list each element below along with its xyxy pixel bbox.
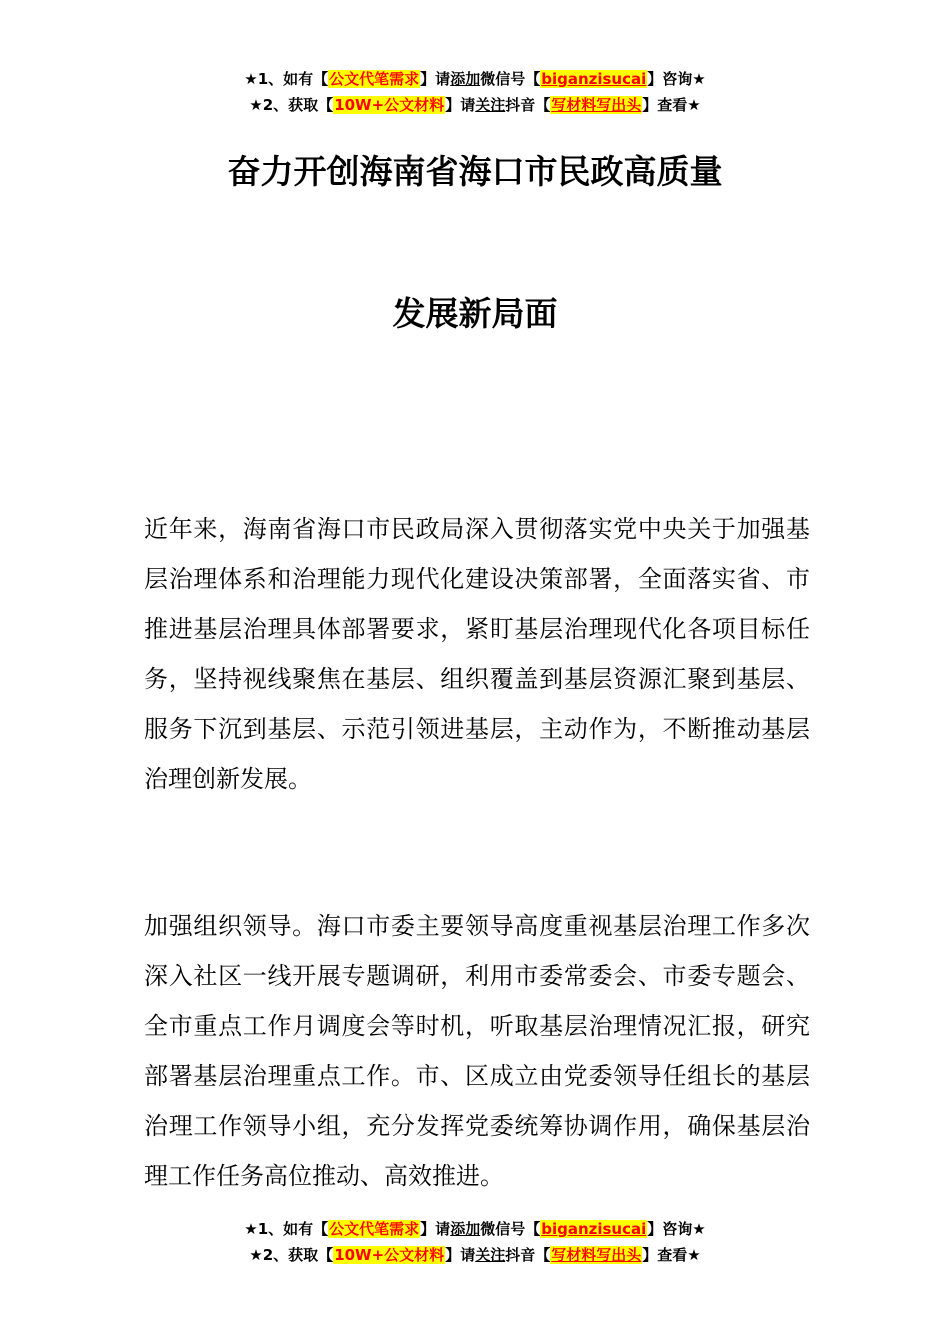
bottom-banner: [0, 1216, 950, 1268]
banner-highlight: 公文代笔需求: [329, 1220, 420, 1238]
banner-text: 】请: [420, 1220, 451, 1238]
top-banner: [0, 66, 950, 118]
banner-text: 】请: [445, 1246, 476, 1264]
banner-text: 抖音【: [505, 1246, 551, 1264]
banner-text: 】查看★: [642, 96, 701, 114]
banner-underline: 添加: [450, 1220, 481, 1238]
banner-line-2: [0, 92, 950, 118]
document-title-line-2: 发展新局面: [392, 294, 558, 333]
banner-text: ★1、如有【: [244, 1220, 329, 1238]
banner-highlight: 10W+公文材料: [334, 96, 445, 114]
banner-text: 】查看★: [642, 1246, 701, 1264]
banner-text: 微信号【: [480, 1220, 541, 1238]
banner-highlight: 10W+公文材料: [334, 1246, 445, 1264]
body-paragraph: 加强组织领导。海口市委主要领导高度重视基层治理工作多次深入社区一线开展专题调研，利用市委常委会、市委专题会、全市重点工作月调度会等时机，听取基层治理情况汇报，研究部署基层治理重点工作。市、区成立由党委领导任组长的基层治理工作领导小组，充分发挥党委统筹协调作用，确保基层治理工作任务高位推动、高效推进。: [144, 912, 810, 1190]
banner-line-1: [0, 66, 950, 92]
banner-underline: 关注: [475, 96, 506, 114]
banner-line-2: [0, 1242, 950, 1268]
banner-text: ★1、如有【: [244, 70, 329, 88]
banner-highlight: biganzisucai: [541, 70, 647, 88]
banner-text: 微信号【: [480, 70, 541, 88]
banner-text: ★2、获取【: [249, 1246, 334, 1264]
banner-line-1: [0, 1216, 950, 1242]
banner-text: 】咨询★: [647, 1220, 706, 1238]
banner-highlight: 公文代笔需求: [329, 70, 420, 88]
banner-text: 抖音【: [505, 96, 551, 114]
banner-highlight: 写材料写出头: [551, 1246, 642, 1264]
banner-highlight: biganzisucai: [541, 1220, 647, 1238]
banner-text: 】咨询★: [647, 70, 706, 88]
banner-highlight: 写材料写出头: [551, 96, 642, 114]
body-paragraph: 近年来，海南省海口市民政局深入贯彻落实党中央关于加强基层治理体系和治理能力现代化建设决策部署，全面落实省、市推进基层治理具体部署要求，紧盯基层治理现代化各项目标任务，坚持视线聚焦在基层、组织覆盖到基层资源汇聚到基层、服务下沉到基层、示范引领进基层，主动作为，不断推动基层治理创新发展。: [144, 515, 810, 793]
banner-underline: 添加: [450, 70, 481, 88]
banner-underline: 关注: [475, 1246, 506, 1264]
document-title-line-1: 奋力开创海南省海口市民政高质量: [227, 152, 723, 191]
banner-text: 】请: [420, 70, 451, 88]
banner-text: 】请: [445, 96, 476, 114]
banner-text: ★2、获取【: [249, 96, 334, 114]
